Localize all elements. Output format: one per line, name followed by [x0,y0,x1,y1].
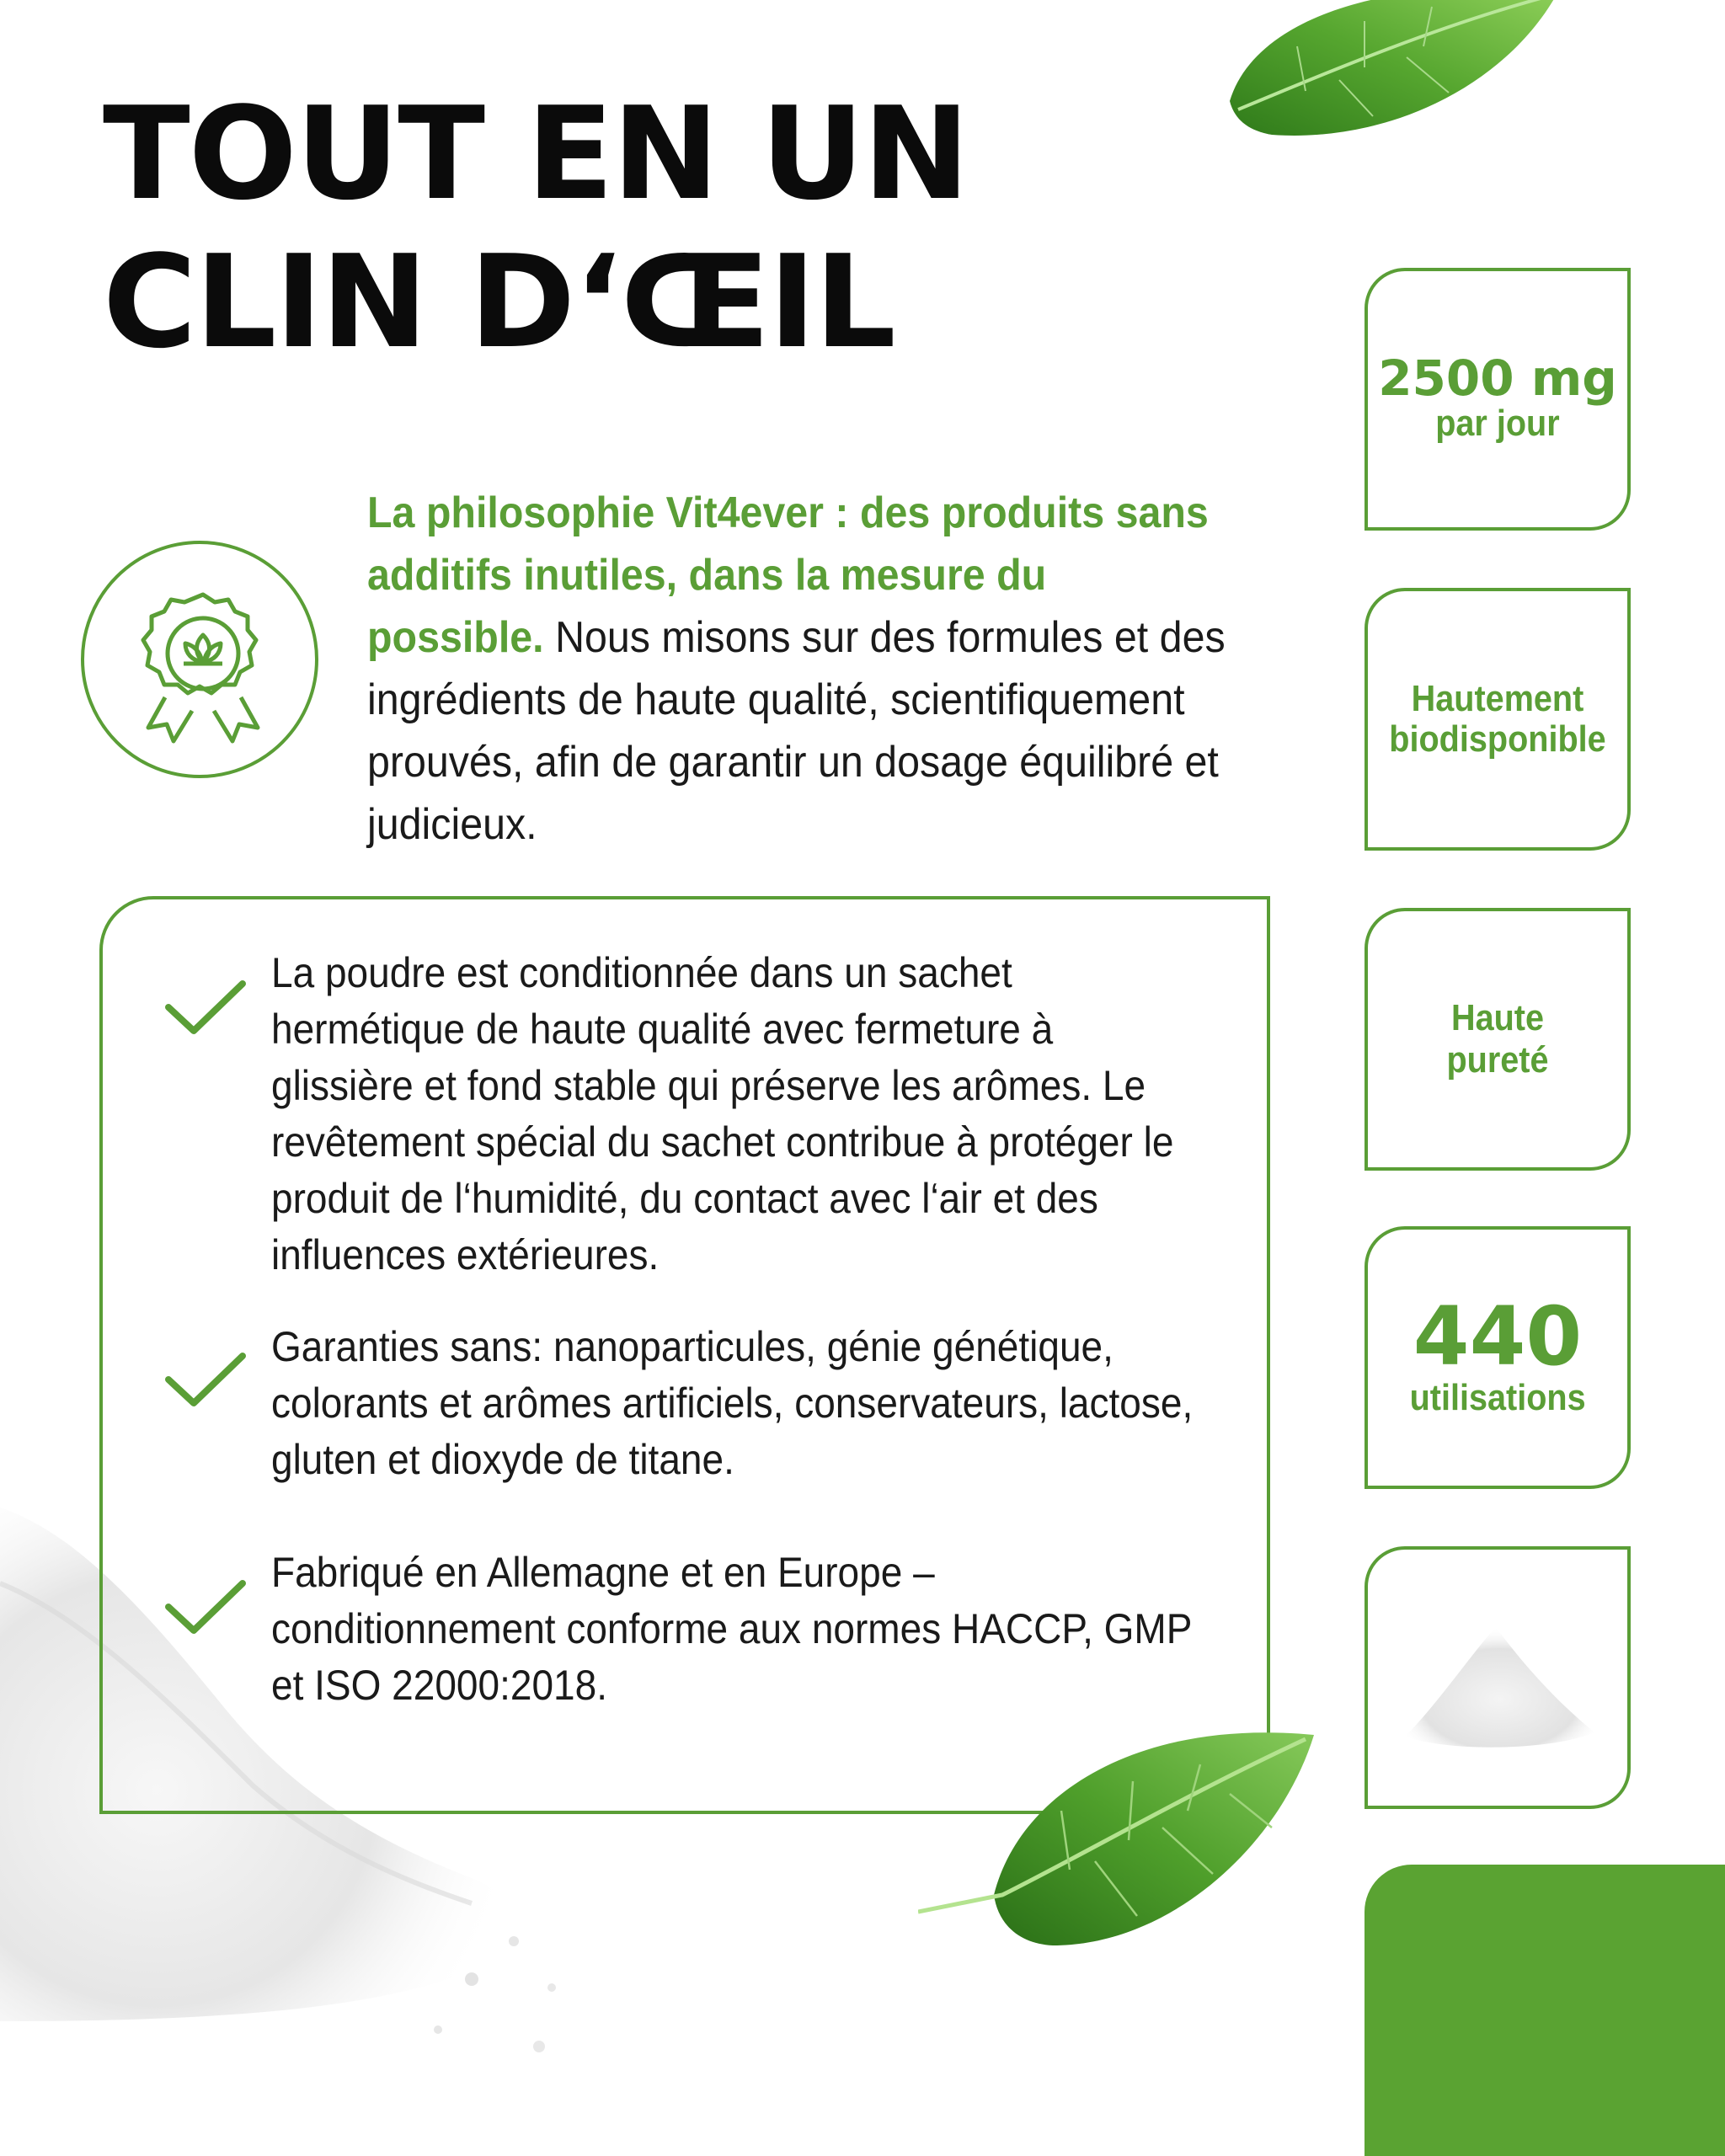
accent-block [1365,1865,1725,2156]
intro-highlight: La philosophie Vit4ever : des produits sans additifs inutiles, dans la mesure du possible. [367,488,1209,662]
stat-box [1365,908,1631,1171]
award-badge-icon [84,544,322,782]
stat-box [1365,1226,1631,1489]
badge-circle [81,541,318,778]
check-icon [163,1578,248,1637]
stat-label: utilisations [1409,1377,1586,1418]
leaf-icon [918,1701,1322,1954]
check-icon [163,1351,248,1410]
stat-label: Haute pureté [1446,997,1549,1081]
stat-label: Hautement biodisponible [1389,678,1606,760]
stat-box [1365,588,1631,851]
stat-label: par jour [1435,403,1560,444]
page-title [103,80,969,376]
stat-value: 440 [1413,1289,1583,1384]
stat-box-powder [1365,1546,1631,1809]
leaf-icon [1204,0,1575,168]
feature-text: La poudre est conditionnée dans un sachet hermétique de haute qualité avec fermeture à glissière et fond stable qui préserve les arômes. Le revêtement spécial du sachet contribue à protéger le produit de l‘humidité, du contact avec l‘air et des influences extérieures. [271,949,1174,1278]
feature-text: Fabriqué en Allemagne et en Europe – conditionnement conforme aux normes HACCP, GMP et ISO 22000:2018. [271,1549,1192,1709]
powder-icon [1388,1593,1607,1762]
check-icon [163,979,248,1038]
intro-paragraph [367,482,1229,856]
intro-body: Nous misons sur des formules et des ingrédients de haute qualité, scientifiquement prouvés, afin de garantir un dosage équilibré et judicieux. [367,613,1226,849]
stat-box [1365,268,1631,531]
title-line-1: TOUT EN UN [103,79,969,228]
feature-text: Garanties sans: nanoparticules, génie génétique, colorants et arômes artificiels, conservateurs, lactose, gluten et dioxyde de titane. [271,1323,1194,1483]
stat-value: 2500 mg [1378,350,1617,407]
title-line-2: CLIN D‘ŒIL [103,227,895,376]
features-box [99,896,1270,1814]
